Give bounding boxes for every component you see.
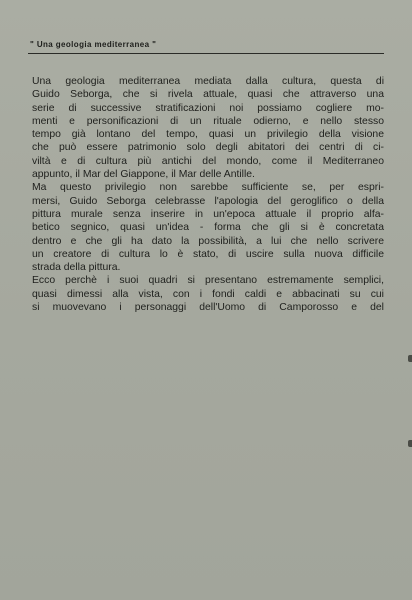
text-line: menti e personificazioni di un rituale odierno, e nello stesso bbox=[32, 115, 384, 127]
text-line: che può essere patrimonio solo degli abitatori dei centri di ci- bbox=[32, 142, 384, 154]
paragraph-2 bbox=[32, 181, 384, 274]
text-line: tempo già lontano del tempo, quasi un privilegio della visione bbox=[32, 129, 384, 141]
running-head: " Una geologia mediterranea " bbox=[30, 40, 157, 49]
text-line: si muovevano i personaggi dell'Uomo di Camporosso e del bbox=[32, 302, 384, 314]
text-line: Ecco perchè i suoi quadri si presentano estremamente semplici, bbox=[32, 275, 384, 287]
text-line: Guido Seborga, che si rivela attuale, quasi che attraverso una bbox=[32, 89, 384, 101]
text-line: appunto, il Mar del Giappone, il Mar delle Antille. bbox=[32, 169, 255, 181]
text-line: viltà e di cultura più antichi del mondo, come il Mediterraneo bbox=[32, 155, 384, 167]
text-line: Una geologia mediterranea mediata dalla cultura, questa di bbox=[32, 76, 384, 87]
text-line: quasi dimessi alla vista, con i fondi caldi e abbacinati su cui bbox=[32, 288, 384, 300]
text-line: Ma questo privilegio non sarebbe sufficiente se, per espri- bbox=[32, 182, 384, 194]
text-line: pittura murale senza inserire in un'epoca attuale il proprio alfa- bbox=[32, 208, 384, 220]
paragraph-1 bbox=[32, 75, 384, 181]
binding-mark bbox=[408, 440, 412, 447]
body-text bbox=[32, 75, 384, 314]
text-line: mersi, Guido Seborga celebrasse l'apologia del geroglifico o della bbox=[32, 195, 384, 207]
text-line: serie di successive stratificazioni noi possiamo cogliere mo- bbox=[32, 102, 384, 114]
text-line: betico segnico, quasi un'idea - forma che gli si è concretata bbox=[32, 222, 384, 234]
text-line: un creatore di cultura lo è stato, di uscire sulla nuova difficile bbox=[32, 248, 384, 260]
text-line: dentro e che gli ha dato la possibilità, a lui che nello scrivere bbox=[32, 235, 384, 247]
text-line: strada della pittura. bbox=[32, 262, 121, 274]
binding-mark bbox=[408, 355, 412, 362]
header-rule bbox=[28, 53, 384, 54]
paragraph-3 bbox=[32, 274, 384, 314]
